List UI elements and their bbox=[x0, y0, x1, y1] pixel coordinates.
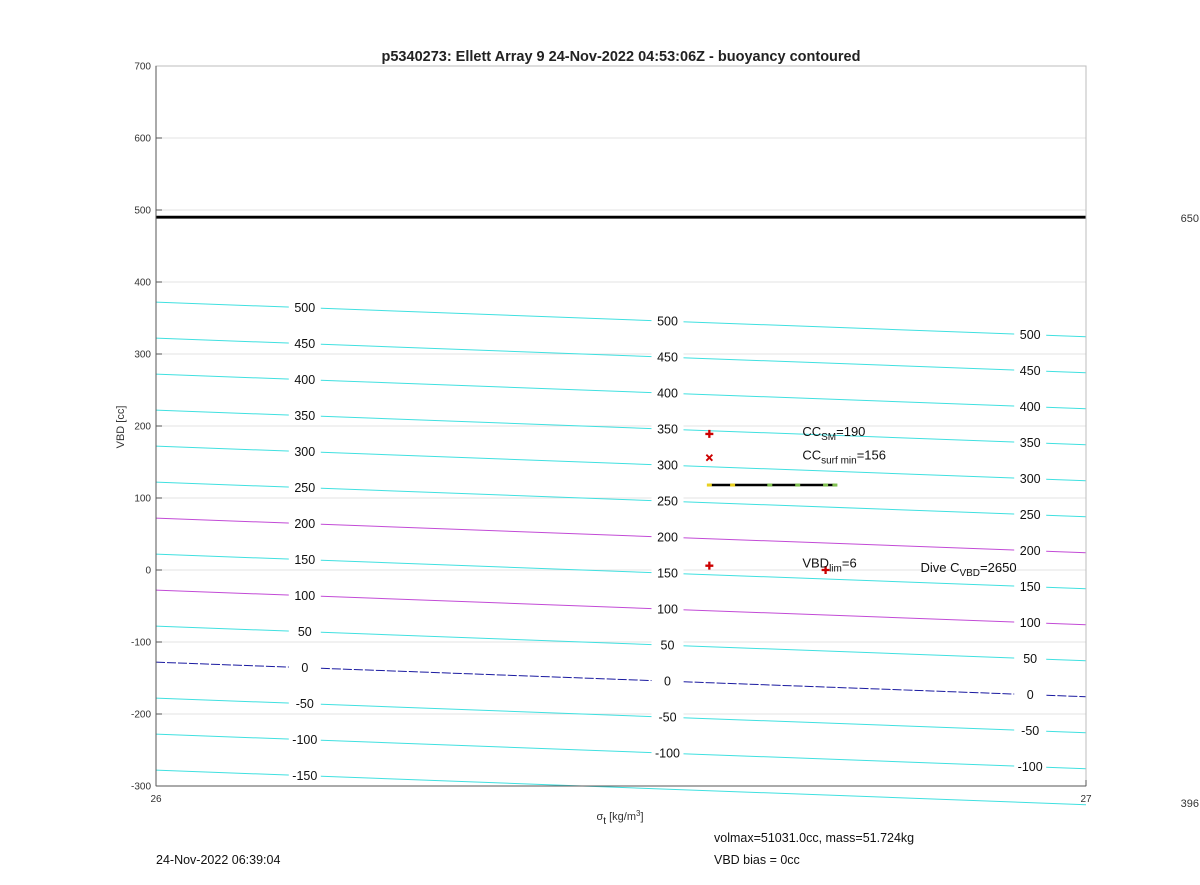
x-axis-symbol: σ bbox=[596, 811, 604, 823]
annotation bbox=[802, 448, 886, 467]
contour-label: 0 bbox=[664, 674, 671, 689]
contour-label: 350 bbox=[657, 422, 678, 437]
contour-label: 350 bbox=[294, 409, 316, 424]
dive-track-point bbox=[823, 484, 828, 487]
contour-label: 50 bbox=[660, 638, 675, 653]
contour-label: 450 bbox=[657, 350, 678, 365]
contour-label: 200 bbox=[1019, 544, 1041, 559]
right-edge-label-top: 650 bbox=[1180, 213, 1199, 225]
annotation-main: CC bbox=[802, 423, 822, 439]
x-tick-label: 27 bbox=[1080, 794, 1092, 805]
chart-title: p5340273: Ellett Array 9 24-Nov-2022 04:53:06Z - buoyancy contoured bbox=[381, 49, 861, 65]
x-axis-unit-sup: 3 bbox=[636, 809, 641, 818]
contour-label: 250 bbox=[294, 481, 316, 496]
annotation-sub: SM bbox=[821, 431, 837, 443]
y-axis-label: VBD [cc] bbox=[115, 405, 127, 449]
y-tick-label: 700 bbox=[134, 61, 151, 73]
grid bbox=[156, 66, 1086, 786]
contour-label: -100 bbox=[292, 733, 318, 748]
annotation-sub: VBD bbox=[959, 568, 981, 579]
contour-label: 350 bbox=[1019, 436, 1041, 451]
y-tick-label: 300 bbox=[134, 349, 151, 361]
y-tick-label: 600 bbox=[134, 133, 151, 145]
annotation-main: VBD bbox=[802, 555, 830, 571]
annotation-value: =190 bbox=[836, 423, 866, 439]
contour-label: -50 bbox=[658, 710, 677, 725]
contour-label: 100 bbox=[657, 602, 678, 617]
annotation-sub: surf min bbox=[821, 455, 857, 467]
contour-label: 150 bbox=[657, 566, 678, 581]
annotation-value: =6 bbox=[841, 555, 857, 571]
contour-label: 100 bbox=[294, 589, 316, 604]
annotation-value: =2650 bbox=[980, 560, 1017, 575]
contour-label: 0 bbox=[1026, 688, 1034, 703]
contour-label: 200 bbox=[294, 517, 316, 532]
annotation-sub: lim bbox=[829, 563, 842, 575]
contour-label: 200 bbox=[657, 530, 678, 545]
contour-label: 500 bbox=[294, 301, 316, 316]
contour-label: 250 bbox=[1019, 508, 1041, 523]
contour-label: 400 bbox=[294, 373, 316, 388]
footer-timestamp: 24-Nov-2022 06:39:04 bbox=[156, 853, 281, 867]
contour-label: 300 bbox=[657, 458, 678, 473]
contour-label: -50 bbox=[1021, 724, 1040, 739]
y-tick-label: 400 bbox=[134, 277, 151, 289]
contour-label: 400 bbox=[1019, 400, 1041, 415]
contour-label: 450 bbox=[1019, 364, 1041, 379]
y-tick-label: 0 bbox=[145, 565, 151, 577]
x-axis-unit-post: ] bbox=[640, 811, 644, 823]
contour-label: 450 bbox=[294, 337, 316, 352]
contour-label: -150 bbox=[292, 769, 318, 784]
dive-track-point bbox=[730, 484, 735, 487]
annotation-value: =156 bbox=[856, 447, 886, 463]
dive-track-point bbox=[832, 484, 837, 487]
dive-track-point bbox=[795, 484, 800, 487]
axes bbox=[131, 62, 1092, 806]
annotation bbox=[802, 424, 865, 443]
y-tick-label: 500 bbox=[134, 205, 151, 217]
x-axis-label bbox=[596, 809, 643, 827]
plus-marker bbox=[705, 562, 713, 570]
y-tick-label: -100 bbox=[130, 637, 151, 649]
x-axis-unit-pre: [kg/m bbox=[606, 811, 637, 823]
annotation-main: Dive C bbox=[920, 560, 960, 575]
contour-label: 50 bbox=[1023, 652, 1038, 667]
x-marker bbox=[706, 455, 712, 461]
dive-track-point bbox=[767, 484, 772, 487]
y-tick-label: -200 bbox=[130, 709, 151, 721]
contour-label: 300 bbox=[294, 445, 316, 460]
annotation-main: CC bbox=[802, 447, 822, 463]
contour-label: 250 bbox=[657, 494, 678, 509]
contour-label: 300 bbox=[1019, 472, 1041, 487]
right-edge-label-bottom: 396 bbox=[1180, 798, 1199, 810]
contour-label: 150 bbox=[294, 553, 316, 568]
contour-label: 150 bbox=[1019, 580, 1041, 595]
x-tick-label: 26 bbox=[150, 794, 162, 805]
contour-label: 500 bbox=[657, 314, 678, 329]
contour-label: -100 bbox=[1017, 760, 1043, 775]
y-tick-label: 200 bbox=[134, 421, 151, 433]
contour-label: 400 bbox=[657, 386, 678, 401]
contour-label: 0 bbox=[301, 661, 309, 676]
footer-volmax: volmax=51031.0cc, mass=51.724kg bbox=[714, 831, 915, 845]
contour-label: 100 bbox=[1019, 616, 1041, 631]
contour-label: 50 bbox=[297, 625, 312, 640]
y-tick-label: 100 bbox=[134, 493, 151, 505]
dive-track-point bbox=[707, 484, 712, 487]
contour-labels bbox=[289, 300, 1046, 783]
contour-label: 500 bbox=[1019, 328, 1041, 343]
y-tick-label: -300 bbox=[130, 781, 151, 793]
contour-label: -50 bbox=[295, 697, 314, 712]
contour-label: -100 bbox=[654, 746, 681, 761]
annotation bbox=[920, 560, 1016, 579]
annotation bbox=[802, 556, 856, 575]
x-axis-symbol-sub: t bbox=[603, 816, 607, 827]
footer-vbd-bias: VBD bias = 0cc bbox=[714, 853, 800, 867]
